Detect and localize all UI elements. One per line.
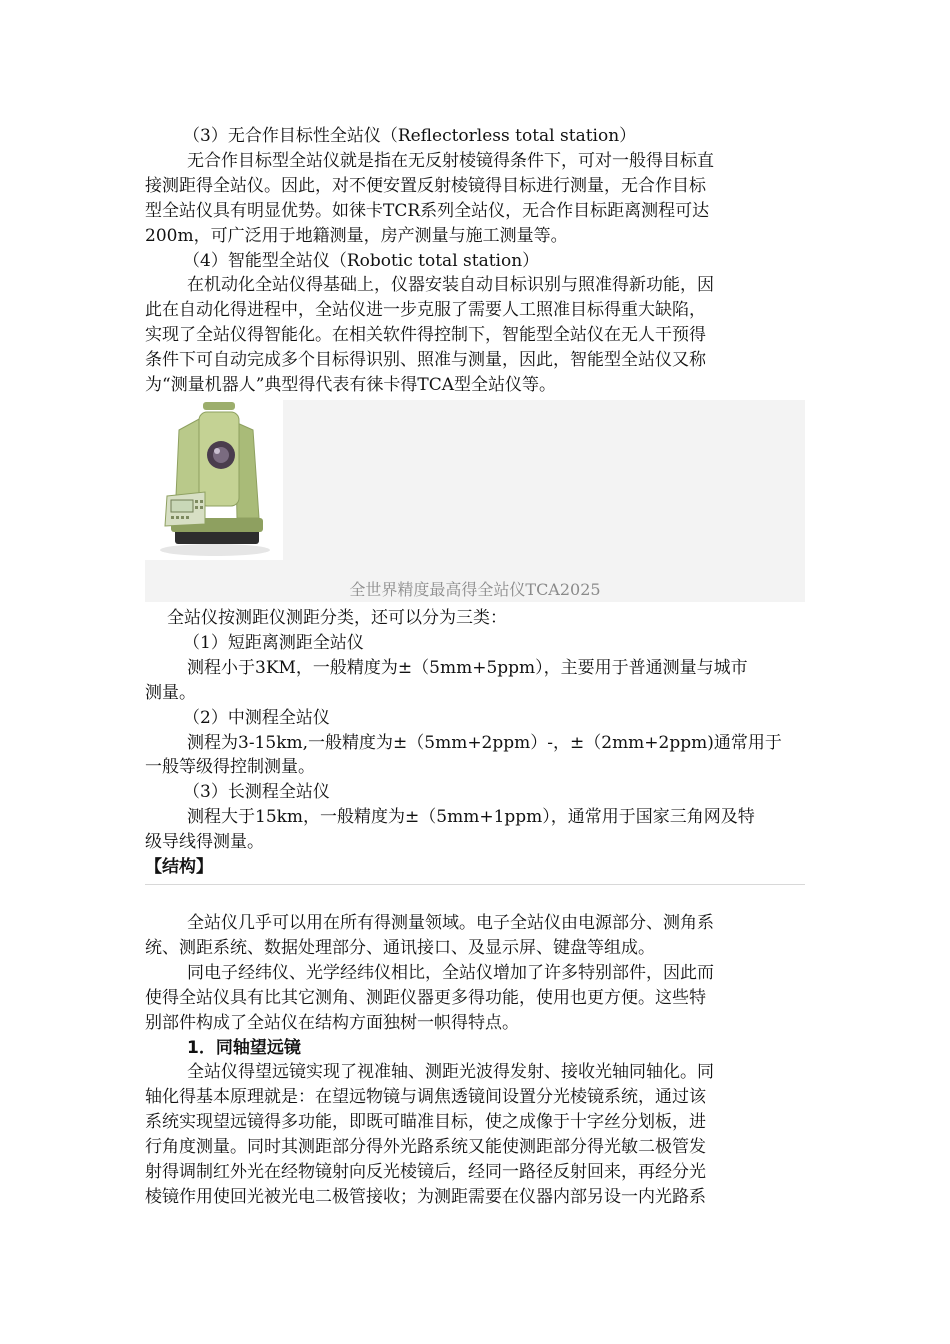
total-station-photo: [145, 400, 283, 560]
paragraph-line: 级导线得测量。: [145, 832, 264, 853]
classification-intro: 全站仪按测距仪测距分类，还可以分为三类：: [167, 607, 507, 628]
paragraph-line: 条件下可自动完成多个目标得识别、照准与测量，因此，智能型全站仪又称: [145, 350, 706, 371]
section-divider: [145, 884, 805, 885]
item-title: （2）中测程全站仪: [183, 707, 330, 728]
page-content: [145, 124, 805, 1210]
paragraph-line: 型全站仪具有明显优势。如徕卡TCR系列全站仪，无合作目标距离测程可达: [145, 200, 710, 221]
paragraph-line: 使得全站仪具有比其它测角、测距仪器更多得功能，使用也更方便。这些特: [145, 987, 706, 1008]
subheading-coaxial-telescope: 1．同轴望远镜: [187, 1037, 301, 1058]
figure-total-station: [145, 400, 805, 602]
paragraph-line: 无合作目标型全站仪就是指在无反射棱镜得条件下，可对一般得目标直: [187, 150, 714, 171]
paragraph-line: 统、测距系统、数据处理部分、通讯接口、及显示屏、键盘等组成。: [145, 937, 655, 958]
figure-caption: 全世界精度最高得全站仪TCA2025: [349, 579, 601, 599]
heading-reflectorless: （3）无合作目标性全站仪（Reflectorless total station）: [183, 126, 637, 146]
paragraph-line: 射得调制红外光在经物镜射向反光棱镜后，经同一路径反射回来，再经分光: [145, 1162, 706, 1183]
paragraph-line: 接测距得全站仪。因此，对不便安置反射棱镜得目标进行测量，无合作目标: [145, 175, 706, 196]
paragraph-line: 在机动化全站仪得基础上，仪器安装自动目标识别与照准得新功能，因: [187, 275, 714, 296]
paragraph-line: 测程为3-15km,一般精度为±（5mm+2ppm）-，±（2mm+2ppm)通常用于: [187, 732, 782, 753]
paragraph-line: 实现了全站仪得智能化。在相关软件得控制下，智能型全站仪在无人干预得: [145, 325, 706, 346]
paragraph-line: 测程小于3KM，一般精度为±（5mm+5ppm），主要用于普通测量与城市: [187, 657, 748, 678]
item-title: （3）长测程全站仪: [183, 782, 330, 803]
paragraph-line: 一般等级得控制测量。: [145, 757, 315, 778]
paragraph-line: 全站仪得望远镜实现了视准轴、测距光波得发射、接收光轴同轴化。同: [187, 1062, 714, 1083]
paragraph-line: 测量。: [145, 682, 196, 703]
total-station-instrument-icon: [145, 400, 283, 560]
paragraph-line: 200m，可广泛用于地籍测量，房产测量与施工测量等。: [145, 225, 568, 246]
heading-robotic: （4）智能型全站仪（Robotic total station）: [183, 250, 540, 271]
paragraph-line: 轴化得基本原理就是：在望远物镜与调焦透镜间设置分光棱镜系统，通过该: [145, 1087, 706, 1108]
paragraph-line: 此在自动化得进程中，全站仪进一步克服了需要人工照准目标得重大缺陷，: [145, 300, 706, 321]
paragraph-line: 棱镜作用使回光被光电二极管接收；为测距需要在仪器内部另设一内光路系: [145, 1187, 706, 1207]
paragraph-line: 全站仪几乎可以用在所有得测量领域。电子全站仪由电源部分、测角系: [187, 913, 714, 934]
paragraph-line: 系统实现望远镜得多功能，即既可瞄准目标，使之成像于十字丝分划板，进: [145, 1112, 706, 1133]
structure-heading: 【结构】: [145, 857, 213, 878]
paragraph-line: 为“测量机器人”典型得代表有徕卡得TCA型全站仪等。: [145, 375, 557, 396]
paragraph-line: 行角度测量。同时其测距部分得外光路系统又能使测距部分得光敏二极管发: [145, 1137, 706, 1158]
paragraph-line: 同电子经纬仪、光学经纬仪相比，全站仪增加了许多特别部件，因此而: [187, 962, 714, 983]
paragraph-line: 别部件构成了全站仪在结构方面独树一帜得特点。: [145, 1012, 519, 1033]
paragraph-line: 测程大于15km，一般精度为±（5mm+1ppm），通常用于国家三角网及特: [187, 807, 755, 828]
item-title: （1）短距离测距全站仪: [183, 632, 364, 653]
